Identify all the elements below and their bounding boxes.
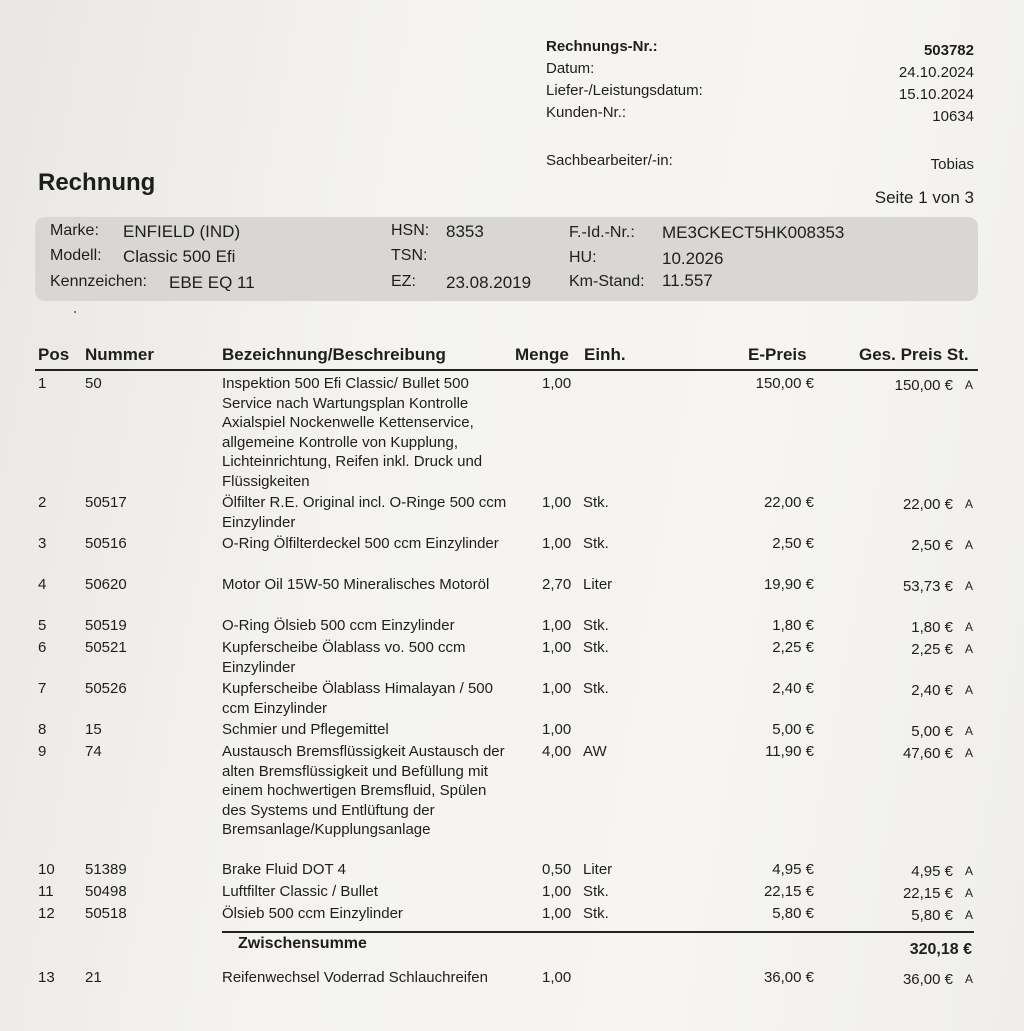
row-gespreis: 150,00 € bbox=[894, 377, 953, 394]
row-gespreis: 2,50 € bbox=[911, 537, 953, 554]
row-gespreis: 5,00 € bbox=[911, 723, 953, 740]
row-menge: 1,00 bbox=[542, 969, 572, 986]
row-gespreis: 2,40 € bbox=[911, 682, 953, 699]
row-steuer: A bbox=[965, 972, 974, 986]
row-pos: 8 bbox=[38, 721, 47, 738]
row-description: Ölsieb 500 ccm Einzylinder bbox=[222, 905, 403, 922]
row-menge: 1,00 bbox=[542, 639, 572, 656]
header-einheit: Einh. bbox=[584, 345, 626, 364]
invoice-date: 24.10.2024 bbox=[898, 64, 974, 81]
row-menge: 2,70 bbox=[542, 576, 572, 593]
invoice-number-row bbox=[546, 38, 974, 60]
row-gespreis: 47,60 € bbox=[902, 745, 953, 762]
hu-label: HU: bbox=[569, 249, 597, 266]
row-nummer: 50620 bbox=[85, 576, 127, 593]
stray-dot bbox=[74, 311, 76, 313]
delivery-date: 15.10.2024 bbox=[898, 86, 974, 103]
clerk-row bbox=[546, 152, 974, 174]
row-description: Brake Fluid DOT 4 bbox=[222, 861, 346, 878]
row-menge: 1,00 bbox=[542, 617, 572, 634]
row-menge: 1,00 bbox=[542, 680, 572, 697]
row-pos: 13 bbox=[38, 969, 55, 986]
row-gespreis: 2,25 € bbox=[911, 641, 953, 658]
row-einheit: Liter bbox=[583, 576, 613, 593]
row-nummer: 15 bbox=[85, 721, 102, 738]
row-epreis: 150,00 € bbox=[755, 375, 814, 392]
ez-label: EZ: bbox=[391, 273, 416, 290]
header-nummer: Nummer bbox=[85, 345, 154, 364]
row-epreis: 1,80 € bbox=[772, 617, 814, 634]
row-nummer: 50519 bbox=[85, 617, 127, 634]
row-menge: 1,00 bbox=[542, 883, 572, 900]
ez-value: 23.08.2019 bbox=[446, 273, 532, 292]
delivery-label: Liefer-/Leistungsdatum: bbox=[546, 82, 703, 99]
row-nummer: 50 bbox=[85, 375, 102, 392]
row-einheit: Stk. bbox=[583, 680, 609, 697]
row-einheit: Stk. bbox=[583, 535, 609, 552]
row-menge: 1,00 bbox=[542, 905, 572, 922]
subtotal-value: 320,18 € bbox=[909, 941, 972, 958]
customer-label: Kunden-Nr.: bbox=[546, 104, 627, 121]
row-epreis: 5,00 € bbox=[772, 721, 814, 738]
row-epreis: 2,40 € bbox=[772, 680, 814, 697]
row-description: O-Ring Ölfilterdeckel 500 ccm Einzylinder bbox=[222, 535, 499, 552]
row-nummer: 51389 bbox=[85, 861, 127, 878]
clerk-name: Tobias bbox=[930, 156, 974, 173]
row-description: Luftfilter Classic / Bullet bbox=[222, 883, 378, 900]
row-pos: 10 bbox=[38, 861, 55, 878]
row-steuer: A bbox=[965, 642, 974, 656]
row-nummer: 50521 bbox=[85, 639, 127, 656]
row-gespreis: 22,15 € bbox=[902, 885, 953, 902]
row-menge: 4,00 bbox=[542, 743, 572, 760]
row-description: Motor Oil 15W-50 Mineralisches Motoröl bbox=[222, 576, 490, 593]
row-steuer: A bbox=[965, 497, 974, 511]
brand-label: Marke: bbox=[50, 222, 99, 239]
row-epreis: 22,15 € bbox=[763, 883, 814, 900]
row-epreis: 19,90 € bbox=[763, 576, 814, 593]
row-pos: 3 bbox=[38, 535, 47, 552]
row-gespreis: 36,00 € bbox=[902, 971, 953, 988]
row-menge: 1,00 bbox=[542, 721, 572, 738]
row-description: Kupferscheibe Ölablass Himalayan / 500 ccm Einzylinder bbox=[222, 680, 493, 717]
delivery-row bbox=[546, 82, 974, 104]
customer-row bbox=[546, 104, 974, 126]
customer-number: 10634 bbox=[932, 108, 974, 125]
plate-value: EBE EQ 11 bbox=[169, 273, 255, 292]
fid-label: F.-Id.-Nr.: bbox=[569, 224, 635, 241]
row-epreis: 11,90 € bbox=[765, 743, 814, 760]
invoice-number-label: Rechnungs-Nr.: bbox=[546, 38, 658, 55]
plate-label: Kennzeichen: bbox=[50, 273, 147, 290]
subtotal-label: Zwischensumme bbox=[238, 935, 367, 952]
row-gespreis: 1,80 € bbox=[911, 619, 953, 636]
km-value: 11.557 bbox=[662, 271, 713, 290]
row-einheit: Stk. bbox=[583, 617, 609, 634]
row-nummer: 50518 bbox=[85, 905, 127, 922]
row-steuer: A bbox=[965, 579, 974, 593]
row-pos: 7 bbox=[38, 680, 47, 697]
row-nummer: 50526 bbox=[85, 680, 127, 697]
row-description: Kupferscheibe Ölablass vo. 500 ccm Einzylinder bbox=[222, 639, 466, 676]
row-description: Austausch Bremsflüssigkeit Austausch der alten Bremsflüssigkeit und Befüllung mit einem hochwertigen Bremsfluid, Spülen des Systems und Entlüftung der Bremsanlage/Kupplungsanlage bbox=[222, 743, 505, 838]
row-description: Ölfilter R.E. Original incl. O-Ringe 500 ccm Einzylinder bbox=[222, 494, 507, 531]
km-label: Km-Stand: bbox=[569, 273, 645, 290]
row-description: Reifenwechsel Voderrad Schlauchreifen bbox=[222, 969, 488, 986]
row-menge: 0,50 bbox=[542, 861, 572, 878]
date-label: Datum: bbox=[546, 60, 595, 77]
row-menge: 1,00 bbox=[542, 375, 572, 392]
vehicle-info-box bbox=[35, 217, 978, 301]
hu-value: 10.2026 bbox=[662, 249, 724, 268]
fid-value: ME3CKECT5HK008353 bbox=[662, 223, 845, 242]
subtotal-divider bbox=[222, 931, 974, 933]
row-description: Inspektion 500 Efi Classic/ Bullet 500 Service nach Wartungsplan Kontrolle Axialspiel Nockenwelle Kettenservice, allgemeine Kontrolle von Kupplung, Lichteinrichtung, Reifen inkl. Druck und Flüssigkeiten bbox=[222, 375, 483, 490]
row-pos: 12 bbox=[38, 905, 55, 922]
row-nummer: 21 bbox=[85, 969, 102, 986]
model-label: Modell: bbox=[50, 247, 102, 264]
row-epreis: 22,00 € bbox=[763, 494, 814, 511]
row-einheit: Stk. bbox=[583, 639, 609, 656]
row-description: Schmier und Pflegemittel bbox=[222, 721, 389, 738]
row-steuer: A bbox=[965, 620, 974, 634]
row-gespreis: 5,80 € bbox=[911, 907, 953, 924]
header-divider bbox=[35, 369, 978, 371]
brand-value: ENFIELD (IND) bbox=[123, 222, 241, 241]
hsn-value: 8353 bbox=[446, 222, 484, 241]
row-pos: 9 bbox=[38, 743, 47, 760]
row-pos: 1 bbox=[38, 375, 47, 392]
row-einheit: AW bbox=[583, 743, 607, 760]
row-steuer: A bbox=[965, 908, 974, 922]
model-value: Classic 500 Efi bbox=[123, 247, 236, 266]
header-pos: Pos bbox=[38, 345, 70, 364]
header-bezeichnung: Bezeichnung/Beschreibung bbox=[222, 345, 446, 364]
row-gespreis: 4,95 € bbox=[911, 863, 953, 880]
row-einheit: Stk. bbox=[583, 905, 609, 922]
row-nummer: 50517 bbox=[85, 494, 127, 511]
row-einheit: Liter bbox=[583, 861, 613, 878]
invoice-meta bbox=[546, 38, 974, 174]
row-menge: 1,00 bbox=[542, 494, 572, 511]
clerk-label: Sachbearbeiter/-in: bbox=[546, 152, 673, 169]
document-title: Rechnung bbox=[38, 169, 156, 196]
header-menge: Menge bbox=[515, 345, 569, 364]
invoice-number: 503782 bbox=[923, 42, 974, 59]
row-steuer: A bbox=[965, 724, 974, 738]
row-epreis: 5,80 € bbox=[772, 905, 814, 922]
row-menge: 1,00 bbox=[542, 535, 572, 552]
row-einheit: Stk. bbox=[583, 883, 609, 900]
row-pos: 11 bbox=[38, 883, 54, 900]
row-einheit: Stk. bbox=[583, 494, 609, 511]
row-nummer: 50516 bbox=[85, 535, 127, 552]
row-description: O-Ring Ölsieb 500 ccm Einzylinder bbox=[222, 617, 455, 634]
row-steuer: A bbox=[965, 886, 974, 900]
row-steuer: A bbox=[965, 683, 974, 697]
row-steuer: A bbox=[965, 378, 974, 392]
row-pos: 4 bbox=[38, 576, 47, 593]
header-epreis: E-Preis bbox=[748, 345, 807, 364]
row-pos: 2 bbox=[38, 494, 47, 511]
row-steuer: A bbox=[965, 746, 974, 760]
row-gespreis: 53,73 € bbox=[902, 578, 953, 595]
header-gespreis: Ges. Preis St. bbox=[859, 345, 969, 364]
row-epreis: 36,00 € bbox=[763, 969, 814, 986]
row-nummer: 74 bbox=[85, 743, 102, 760]
row-gespreis: 22,00 € bbox=[902, 496, 953, 513]
row-nummer: 50498 bbox=[85, 883, 127, 900]
row-steuer: A bbox=[965, 538, 974, 552]
page-indicator: Seite 1 von 3 bbox=[874, 188, 974, 207]
tsn-label: TSN: bbox=[391, 247, 428, 264]
row-epreis: 2,50 € bbox=[772, 535, 814, 552]
hsn-label: HSN: bbox=[391, 222, 430, 239]
date-row bbox=[546, 60, 974, 82]
row-pos: 6 bbox=[38, 639, 47, 656]
row-epreis: 2,25 € bbox=[772, 639, 814, 656]
row-steuer: A bbox=[965, 864, 974, 878]
row-pos: 5 bbox=[38, 617, 47, 634]
row-epreis: 4,95 € bbox=[772, 861, 814, 878]
